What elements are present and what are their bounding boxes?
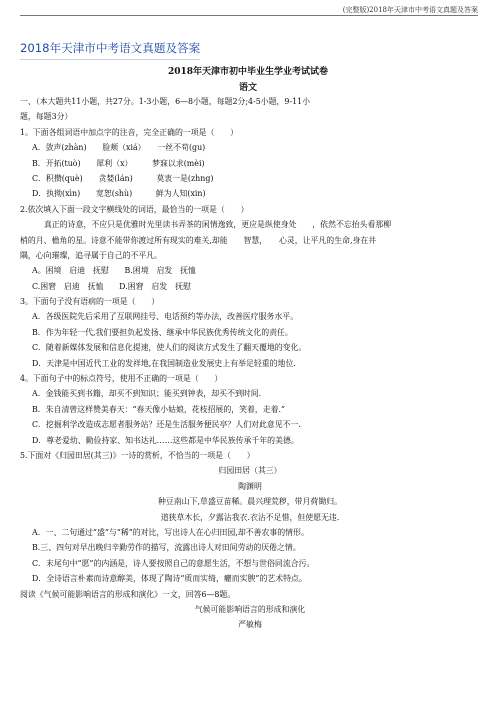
q1-option-c: C．积攒(què) 贪婪(lán) 莫衷一是(zhng) (32, 173, 214, 183)
q5-option-d: D．全诗语言朴素而诗意醇美，体现了陶诗“质而实绮，癯而实腴”的艺术特点。 (32, 574, 307, 584)
q5-option-a: A．一、二句通过“盛”与“稀”的对比，写出诗人在心归田园,却不善农事的情形。 (32, 527, 309, 537)
exam-body (20, 94, 480, 633)
question-5: 5.下面对《归园田居(其三)》一诗的赏析，不恰当的一项是（ ） (20, 450, 255, 460)
q2-passage-line: 真正的诗意，不应只是优雅时光里读书弄茶的闲情逸致，更应是纵使身处 ，依然不忘抬头看那柳 (44, 220, 392, 230)
question-4: 4。下面句子中的标点符号，使用不正确的一项是（ ） (20, 374, 223, 384)
poem-author: 陶渊明 (238, 481, 262, 491)
document-title: 2018年天津市中考语文真题及答案 (20, 41, 201, 55)
reading-instruction: 阅读《气候可能影响语言的形成和演化》一文，回答6—8题。 (20, 589, 236, 599)
q1-option-a: A．敛声(zhàn) 脸颊（xiá） 一丝不苟(gu) (32, 143, 206, 153)
q2-options-cd: C.困窘 启迪 抚恤 D.困窘 启发 抚慰 (32, 281, 191, 291)
q2-options-ab: A。困境 启迪 抚慰 B.困境 启发 抚恤 (32, 266, 196, 276)
q4-option-c: C．挖掘利学改造成志愿者服务站？还是生活服务便民亭？人们对此意见不一. (32, 420, 301, 430)
q1-option-b: B．开拓(tuò) 犀利（x） 梦寐以求(mèi) (32, 158, 205, 168)
q4-option-d: D．尊老爱幼、勤俭持家、知书达礼……这些都是中华民族传承千年的美德。 (32, 435, 299, 445)
q5-option-c: C．末尾句中“愿”的内涵是，诗人要按照自己的意愿生活，不想与世俗同流合污。 (32, 558, 315, 568)
poem-title: 归园田居（其三） (218, 466, 282, 476)
q3-option-b: B．作为年轻一代,我们要担负起发扬、继承中华民族优秀传统文化的责任。 (32, 327, 293, 337)
article-author: 严敏梅 (238, 620, 262, 630)
subject-heading: 语文 (238, 83, 257, 93)
exam-title: 2018年天津市初中毕业生学业考试试卷 (167, 67, 329, 77)
q1-option-d: D．执拗(xìn) 宽恕(shù) 鲜为人知(xin) (32, 189, 206, 199)
header-rule (20, 15, 478, 16)
section-intro: 一、（本大题共11小题，共27分。1-3小题，6—8小题，每题2分;4-5小题，9-11小 (20, 97, 311, 106)
q4-option-a: A．金钱能买到书籍，却买不到知识；能买到钟表，却买不到时间. (32, 389, 262, 399)
question-3: 3。下面句子没有语病的一项是（ ） (20, 297, 160, 307)
q3-option-c: C．随着新媒体发展和信息化提速，使人们的阅读方式发生了翻天覆地的变化。 (32, 343, 307, 353)
section-intro-cont: 题，每题3分） (20, 112, 73, 122)
poem-line: 种豆南山下,草盛豆苗稀。晨兴理荒秽，带月荷锄归。 (158, 497, 342, 507)
question-1: 1。下面各组词语中加点字的注音，完全正确的一项是（ ） (20, 127, 239, 137)
article-title: 气候可能影响语言的形成和演化 (194, 604, 306, 614)
q4-option-b: B．朱自清曾这样赞美春天：“春天像小姑娘，花枝招展的，笑着，走着.” (32, 404, 286, 414)
poem-line: 道狭草木长，夕露沾我衣.衣沾不足惜，但使愿无违. (160, 512, 340, 522)
q3-option-d: D．天津是中国近代工业的发祥地,在我国制造业发展史上有举足轻重的地位. (32, 358, 296, 368)
question-2: 2.依次填入下面一段文字横线处的词语，最恰当的一项是（ ） (20, 204, 249, 214)
q2-passage-line: 隅，心向璀璨，追寻属于自己的不平凡。 (20, 250, 163, 260)
q3-option-a: A．各级医院先后采用了互联网挂号、电话预约等办法，改善医疗服务水平。 (32, 312, 299, 322)
running-header: (完整版)2018年天津市中考语文真题及答案 (342, 6, 478, 14)
q2-passage-line: 梢的月、檐角的星。诗意不能带你渡过所有现实的难关,却能 智慧， 心灵，让平凡的生命,身在井 (20, 235, 377, 245)
q5-option-b: B.三、四句对早出晚归辛勤劳作的描写，流露出诗人对田间劳动的厌倦之情。 (32, 543, 301, 553)
